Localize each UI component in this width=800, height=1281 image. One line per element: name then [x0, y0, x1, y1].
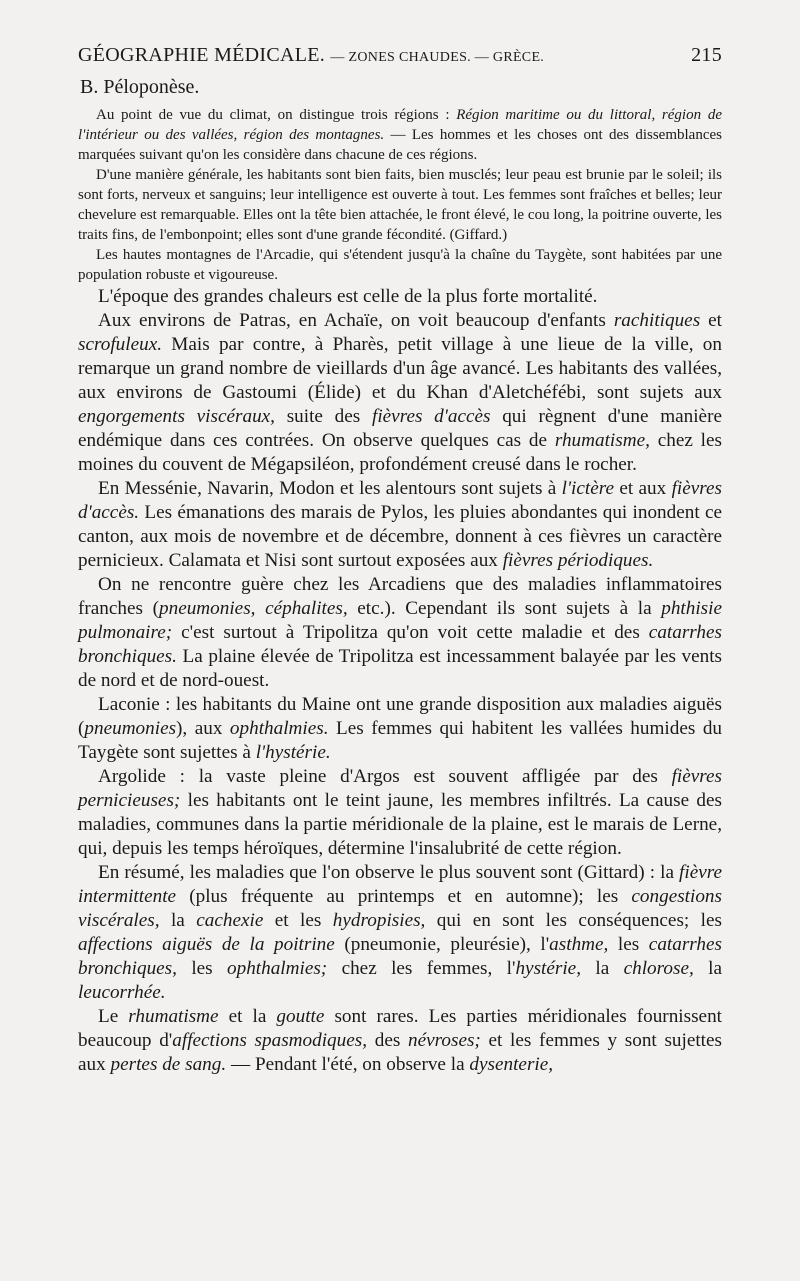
- text-run: et aux: [614, 478, 672, 499]
- italic-term: ophthalmies.: [229, 718, 329, 739]
- text-run: Laconie : les habitants du Maine ont une grande disposition aux maladies aiguës (: [78, 694, 722, 739]
- text-run: et les: [263, 910, 333, 931]
- text-run: la: [159, 910, 197, 931]
- text-run: D'une manière générale, les habitants sont bien faits, bien musclés; leur peau est brunie par le soleil; ils sont forts, nerveux et sanguins; leur intelligence est ouverte à tout. Les femmes sont fraîches et belles; leur chevelure est remarquable. Elles ont la tête bien attachée, le front élevé, le cou long, la poitrine ouverte, les traits fins, de l'embonpoint; elles sont d'une grande fécondité. (Giffard.): [78, 167, 722, 243]
- paragraph: [78, 477, 722, 573]
- text-run: Les émanations des marais de Pylos, les pluies abondantes qui inondent ce canton, aux mois de novembre et de décembre, donnent à ces fièvres un caractère pernicieux. Calamata et Nisi sont surtout exposées aux: [78, 502, 722, 571]
- paragraph: [78, 693, 722, 765]
- italic-term: leucorrhée.: [78, 982, 166, 1003]
- section-title: B. Péloponèse.: [80, 76, 200, 98]
- italic-term: pertes de sang.: [110, 1054, 227, 1075]
- header-country: GRÈCE.: [492, 50, 545, 65]
- header-zones: ZONES CHAUDES.: [348, 50, 471, 65]
- text-run: qui règnent d'une manière endémique dans ces contrées. On observe quelques cas de: [78, 406, 722, 451]
- italic-term: engorgements viscéraux,: [78, 406, 275, 427]
- text-run: les habitants ont le teint jaune, les membres infiltrés. La cause des maladies, communes dans la partie méridionale de la plaine, est le marais de Lerne, qui, depuis les temps héroïques, détermine l'insalubrité de cette région.: [78, 790, 722, 859]
- italic-term: pneumonies: [84, 718, 177, 739]
- italic-term: asthme,: [549, 934, 609, 955]
- text-run: chez les femmes, l': [327, 958, 516, 979]
- italic-term: névroses;: [408, 1030, 481, 1051]
- header-title: [78, 44, 544, 67]
- paragraph: [78, 309, 722, 477]
- header-left: GÉOGRAPHIE MÉDICALE.: [78, 44, 326, 66]
- italic-term: fièvres pernicieuses;: [78, 766, 722, 811]
- text-run: L'époque des grandes chaleurs est celle de la plus forte mortalité.: [98, 286, 598, 307]
- text-run: la: [693, 958, 722, 979]
- italic-term: ophthalmies;: [227, 958, 328, 979]
- running-header: [78, 44, 722, 67]
- text-run: Les hautes montagnes de l'Arcadie, qui s'étendent jusqu'à la chaîne du Taygète, sont habitées par une population robuste et vigoureuse.: [78, 247, 722, 283]
- text-run: Le: [98, 1006, 129, 1027]
- text-run: des: [367, 1030, 408, 1051]
- italic-term: l'ictère: [561, 478, 615, 499]
- text-run: et la: [218, 1006, 277, 1027]
- main-text-block: [78, 285, 722, 1077]
- page-number: 215: [691, 44, 722, 66]
- paragraph: [78, 285, 722, 309]
- text-run: sont rares. Les parties méridionales fournissent beaucoup d': [78, 1006, 722, 1051]
- text-run: et les femmes y sont sujettes aux: [78, 1030, 722, 1075]
- paragraph: [78, 765, 722, 861]
- text-run: On ne rencontre guère chez les Arcadiens que des maladies inflammatoires franches (: [78, 574, 722, 619]
- italic-term: pneumonies, céphalites,: [159, 598, 348, 619]
- text-run: En Messénie, Navarin, Modon et les alentours sont sujets à: [98, 478, 562, 499]
- text-run: la: [581, 958, 624, 979]
- text-run: — Les hommes et les choses ont des dissemblances marquées suivant qu'on les considère dans chacune de ces régions.: [78, 127, 722, 163]
- italic-term: catarrhes bronchiques,: [78, 934, 722, 979]
- text-run: chez les moines du couvent de Mégapsiléon, profondément creusé dans le rocher.: [78, 430, 722, 475]
- text-run: etc.). Cependant ils sont sujets à la: [347, 598, 662, 619]
- text-run: Argolide : la vaste pleine d'Argos est souvent affligée par des: [98, 766, 672, 787]
- paragraph: [78, 861, 722, 1005]
- text-run: les: [176, 958, 227, 979]
- paragraph: [78, 1005, 722, 1077]
- page-body: [78, 76, 722, 1077]
- italic-term: hydropisies,: [332, 910, 426, 931]
- italic-term: l'hystérie.: [255, 742, 331, 763]
- text-run: Aux environs de Patras, en Achaïe, on voit beaucoup d'enfants: [98, 310, 614, 331]
- italic-term: affections aiguës de la poitrine: [78, 934, 335, 955]
- italic-term: catarrhes bronchiques.: [78, 622, 722, 667]
- italic-term: phthisie pulmonaire;: [78, 598, 722, 643]
- text-run: Mais par contre, à Pharès, petit village à une lieue de la ville, on remarque un grand nombre de vieillards d'un âge avancé. Les habitants des vallées, aux environs de Gastoumi (Élide) et du Khan d'Aletchéfébi, sont sujets aux: [78, 334, 722, 403]
- paragraph: [78, 165, 722, 245]
- italic-term: dysenterie,: [469, 1054, 554, 1075]
- paragraph: [78, 573, 722, 693]
- italic-term: goutte: [276, 1006, 325, 1027]
- paragraph: [78, 245, 722, 285]
- text-run: La plaine élevée de Tripolitza est incessamment balayée par les vents de nord et de nord-ouest.: [78, 646, 722, 691]
- italic-term: fièvres périodiques.: [502, 550, 654, 571]
- text-run: ), aux: [176, 718, 230, 739]
- text-run: — Pendant l'été, on observe la: [226, 1054, 470, 1075]
- header-dash-2: —: [474, 50, 490, 65]
- italic-term: hystérie,: [515, 958, 581, 979]
- italic-term: chlorose,: [623, 958, 694, 979]
- text-run: En résumé, les maladies que l'on observe le plus souvent sont (Gittard) : la: [98, 862, 680, 883]
- text-run: (plus fréquente au printemps et en automne); les: [176, 886, 632, 907]
- text-run: Au point de vue du climat, on distingue trois régions :: [96, 107, 457, 123]
- header-dash-1: —: [330, 50, 345, 65]
- italic-term: rhumatisme: [128, 1006, 219, 1027]
- small-print-block: [78, 105, 722, 285]
- italic-term: fièvre intermittente: [78, 862, 722, 907]
- italic-term: rachitiques: [613, 310, 701, 331]
- text-run: et: [700, 310, 722, 331]
- italic-term: scrofuleux.: [78, 334, 163, 355]
- text-run: (pneumonie, pleurésie), l': [334, 934, 550, 955]
- text-run: Les femmes qui habitent les vallées humides du Taygète sont sujettes à: [78, 718, 723, 763]
- text-run: suite des: [274, 406, 372, 427]
- italic-term: rhumatisme,: [554, 430, 650, 451]
- text-run: c'est surtout à Tripolitza qu'on voit cette maladie et des: [172, 622, 649, 643]
- text-run: les: [608, 934, 649, 955]
- paragraph: [78, 105, 722, 165]
- italic-term: congestions viscérales,: [78, 886, 722, 931]
- italic-term: fièvres d'accès: [372, 406, 491, 427]
- text-run: qui en sont les conséquences; les: [425, 910, 722, 931]
- italic-term: cachexie: [196, 910, 264, 931]
- italic-term: affections spasmodiques,: [172, 1030, 368, 1051]
- italic-term: Région maritime ou du littoral, région de l'intérieur ou des vallées, région des montagnes.: [78, 107, 722, 143]
- italic-term: fièvres d'accès.: [78, 478, 722, 523]
